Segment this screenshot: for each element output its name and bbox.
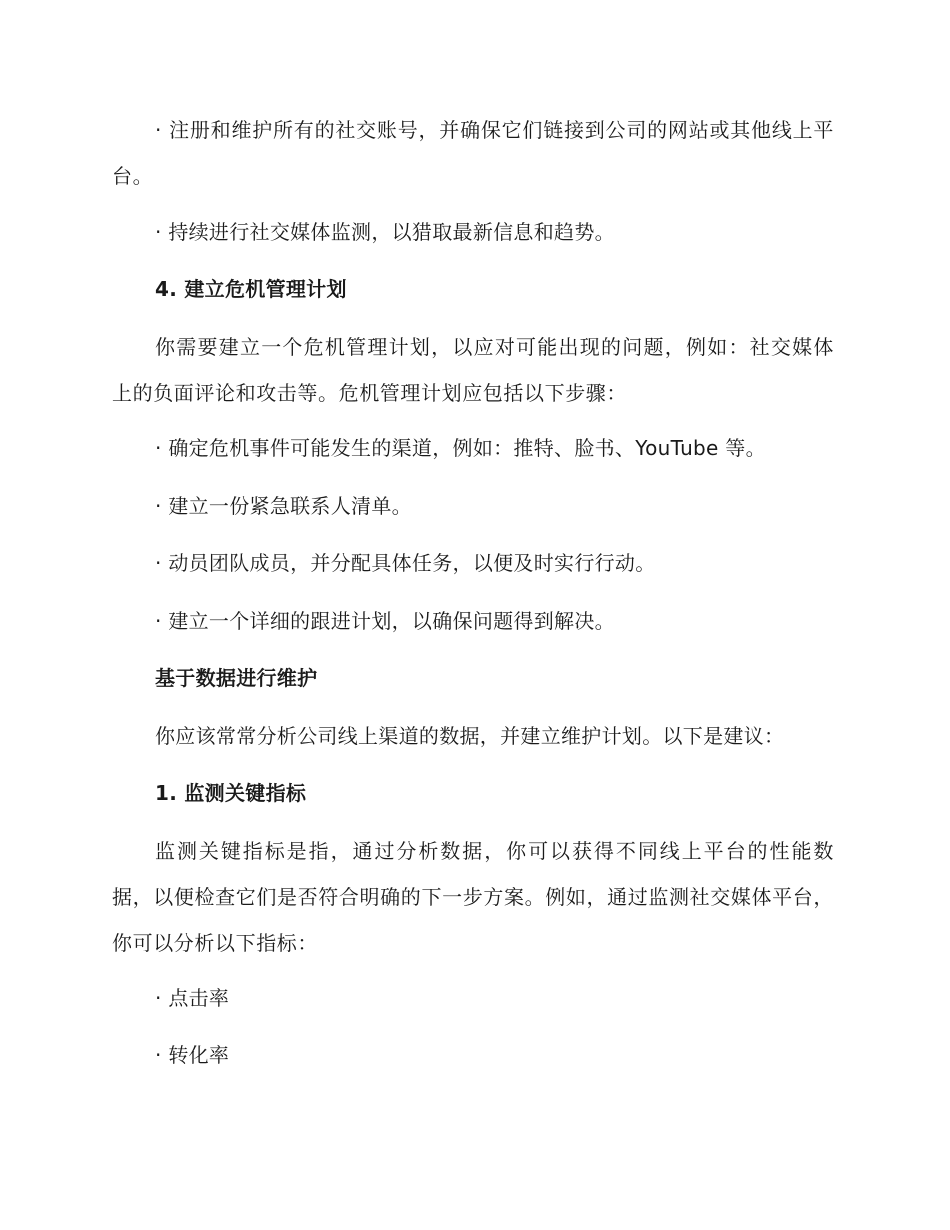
bullet-followup-plan: · 建立一个详细的跟进计划，以确保问题得到解决。 xyxy=(155,609,615,633)
paragraph-crisis-plan: 你需要建立一个危机管理计划，以应对可能出现的问题，例如：社交媒体上的负面评论和攻击等。危机管理计划应包括以下步骤： xyxy=(112,335,834,405)
heading-crisis-plan: 4. 建立危机管理计划 xyxy=(155,277,347,301)
paragraph-key-metrics: 监测关键指标是指，通过分析数据，你可以获得不同线上平台的性能数据，以便检查它们是否符合明确的下一步方案。例如，通过监测社交媒体平台，你可以分析以下指标： xyxy=(112,839,834,955)
bullet-register-social-accounts: · 注册和维护所有的社交账号，并确保它们链接到公司的网站或其他线上平台。 xyxy=(112,118,834,188)
bullet-click-rate: · 点击率 xyxy=(155,986,230,1010)
bullet-emergency-contacts: · 建立一份紧急联系人清单。 xyxy=(155,494,412,518)
bullet-crisis-channels: · 确定危机事件可能发生的渠道，例如：推特、脸书、YouTube 等。 xyxy=(155,436,766,460)
paragraph-data-maintenance: 你应该常常分析公司线上渠道的数据，并建立维护计划。以下是建议： xyxy=(155,724,785,748)
bullet-mobilize-team: · 动员团队成员，并分配具体任务，以便及时实行行动。 xyxy=(155,551,656,575)
heading-key-metrics: 1. 监测关键指标 xyxy=(155,781,307,805)
bullet-social-monitoring: · 持续进行社交媒体监测，以猎取最新信息和趋势。 xyxy=(155,220,615,244)
heading-data-maintenance: 基于数据进行维护 xyxy=(155,666,318,690)
bullet-conversion-rate: · 转化率 xyxy=(155,1043,230,1067)
